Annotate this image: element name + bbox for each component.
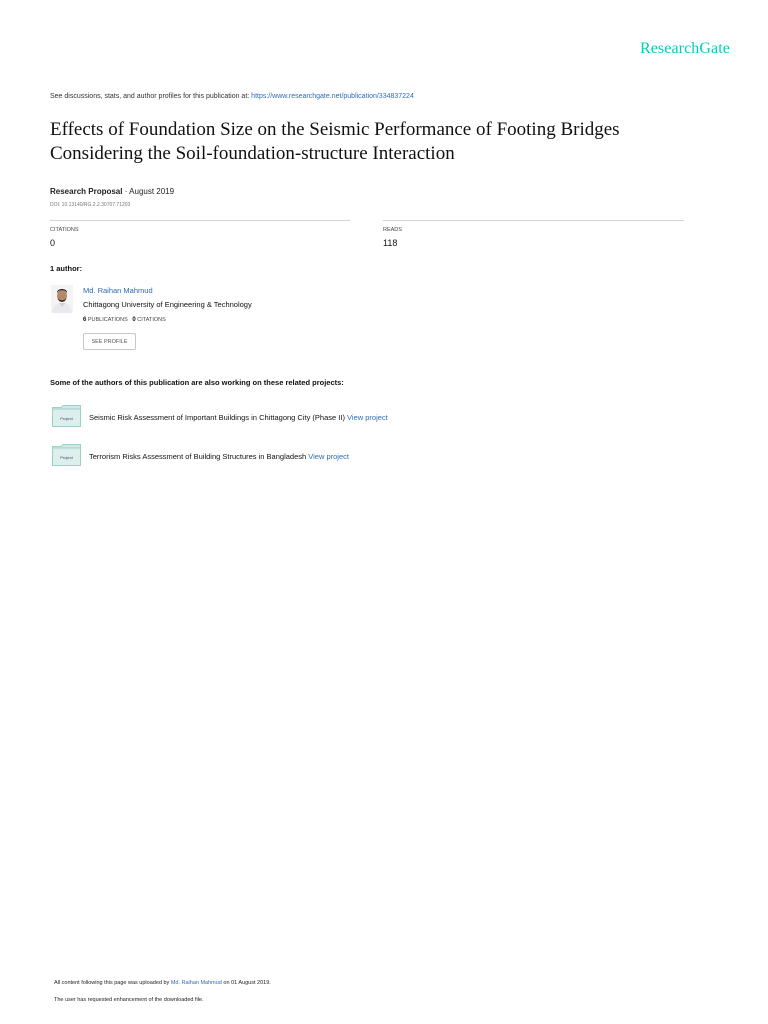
publication-title: Effects of Foundation Size on the Seismic Performance of Footing Bridges Considering the Soil-foundation-structure Interaction (50, 119, 620, 164)
citations-divider (50, 220, 350, 221)
author-citations-label: CITATIONS (135, 317, 166, 323)
publication-url-link[interactable]: https://www.researchgate.net/publication/334837224 (251, 93, 414, 100)
publication-type: Research Proposal (50, 187, 123, 196)
author-publications-label: PUBLICATIONS (86, 317, 128, 323)
upload-prefix: All content following this page was uploaded by (54, 980, 171, 986)
authors-heading: 1 author: (50, 264, 83, 273)
reads-label: READS (383, 227, 402, 233)
citations-label: CITATIONS (50, 227, 79, 233)
reads-divider (383, 220, 684, 221)
publication-doi: DOI: 10.13140/RG.2.2.30707.71203 (50, 202, 131, 208)
view-project-link[interactable]: View project (347, 413, 388, 422)
author-avatar[interactable] (51, 285, 73, 313)
project-icon-label: Project (60, 416, 73, 421)
author-affiliation: Chittagong University of Engineering & Technology (83, 300, 252, 309)
related-project-item (89, 452, 349, 461)
project-folder-icon (52, 444, 81, 466)
publication-meta (50, 187, 174, 196)
project-title: Seismic Risk Assessment of Important Buildings in Chittagong City (Phase II) (89, 413, 348, 422)
enhancement-request-note: The user has requested enhancement of the downloaded file. (54, 997, 204, 1003)
researchgate-logo[interactable]: ResearchGate (639, 40, 730, 57)
citations-value: 0 (50, 238, 56, 248)
related-projects-heading: Some of the authors of this publication are also working on these related projects: (50, 378, 344, 387)
project-folder-icon (52, 405, 81, 427)
reads-value: 118 (383, 238, 398, 248)
uploader-link[interactable]: Md. Raihan Mahmud (170, 980, 222, 986)
project-icon-label: Project (60, 455, 73, 460)
view-project-link[interactable]: View project (308, 452, 349, 461)
publication-date: · August 2019 (122, 187, 175, 196)
upload-notice (54, 980, 271, 986)
discussion-notice (50, 93, 414, 100)
author-name-link[interactable]: Md. Raihan Mahmud (83, 286, 153, 295)
author-publications-count: 6 (83, 317, 87, 323)
author-counts (83, 317, 166, 323)
discussion-text: See discussions, stats, and author profiles for this publication at: (50, 93, 252, 100)
see-profile-button[interactable]: SEE PROFILE (83, 333, 136, 350)
upload-suffix: on 01 August 2019. (221, 980, 271, 986)
project-title: Terrorism Risks Assessment of Building Structures in Bangladesh (89, 452, 309, 461)
author-citations-count: 0 (132, 317, 136, 323)
related-project-item (89, 413, 388, 422)
